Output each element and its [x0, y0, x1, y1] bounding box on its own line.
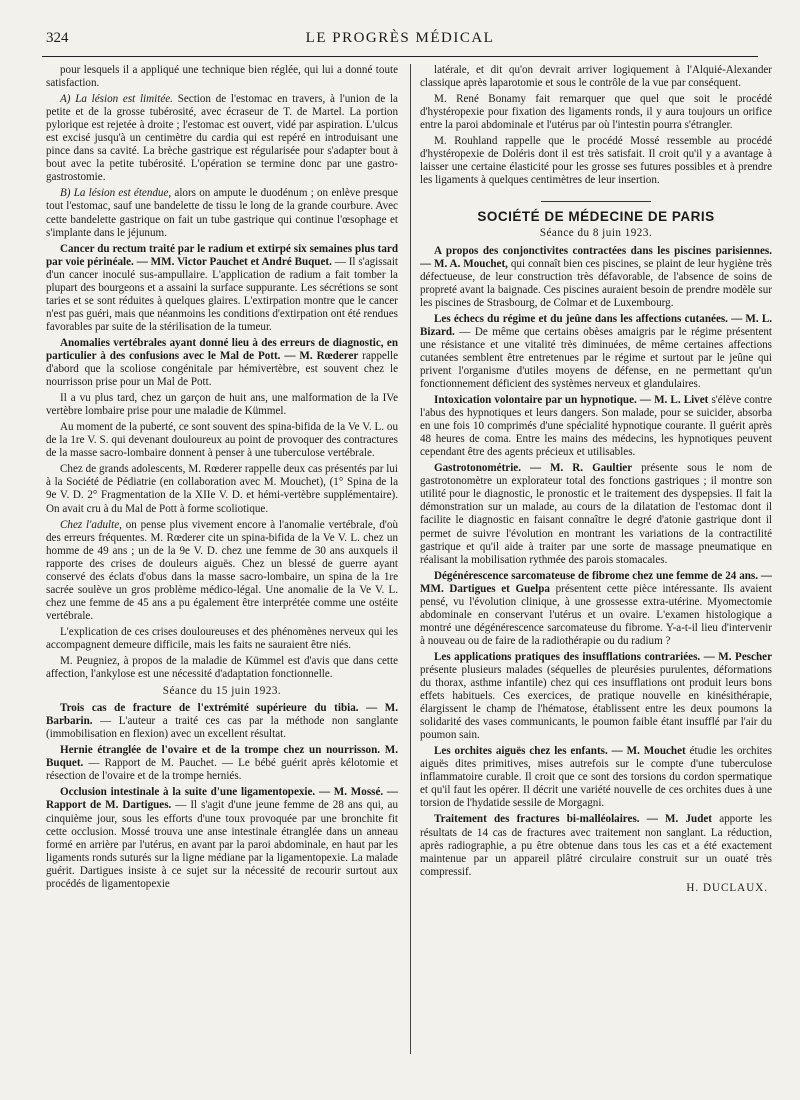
- paragraph-text: qui connaît bien ces piscines, se plaint de leur hygiène très défectueuse, de leur construction très défavorable, de l'absence de soins de propreté avant la baignade. Ces piscines auraient besoin de prendre modèle sur les piscines de Strasbourg, de Colmar et de Luxembourg.: [420, 257, 772, 309]
- paragraph-text: Chez de grands adolescents, M. Rœderer rappelle deux cas présentés par lui à la Société de Pédiatrie (en collaboration avec M. Mouchet), (1° Spina de la 9e V. D. 2° Fragmentation de la XIIe V. D. et hémi-vertèbre supplémentaire). On avait cru à du Mal de Pott à forme scoliotique.: [46, 463, 398, 515]
- society-title: SOCIÉTÉ DE MÉDECINE DE PARIS: [477, 209, 715, 225]
- paragraph-text: — Rapport de M. Pauchet. — Le bébé guérit après kélotomie et résection de l'ovaire et de la trompe herniés.: [46, 757, 398, 783]
- society-paragraph: [420, 745, 772, 810]
- paragraph-heading: Dégénérescence sarcomateuse de fibrome chez une femme de 24 ans. — MM. Dartigues et Guelpa: [420, 569, 772, 595]
- paragraph-text: pour lesquels il a appliqué une technique bien réglée, qui lui a donné toute satisfaction.: [46, 64, 398, 90]
- right-column-paragraph: [420, 93, 772, 132]
- paragraph-text: M. Peugniez, à propos de la maladie de Kümmel est d'avis que dans cette affection, l'ankylose est une nécessité d'adaptation fonctionnelle.: [46, 655, 398, 681]
- paragraph-heading: Les échecs du régime et du jeûne dans les affections cutanées. — M. L. Bizard.: [420, 312, 772, 338]
- paragraph-heading: B) La lésion est étendue,: [60, 187, 172, 200]
- paragraph-heading: Cancer du rectum traité par le radium et extirpé six semaines plus tard par voie périnéale. — MM. Victor Pauchet et André Buquet.: [46, 242, 398, 268]
- paragraph-heading: A) La lésion est limitée.: [60, 93, 173, 106]
- left-column-paragraph: [46, 744, 398, 783]
- paragraph-text: — De même que certains obèses amaigris par le régime présentent une résistance et une vitalité très diminuées, de même certaines affections cutanées semblent être entretenues par le régime et surtout par le jeûne qui privent l'organisme d'utiles moyens de défense, en ne permettant qu'un fonctionnement déficient des systèmes nerveux et glandulaires.: [420, 325, 772, 390]
- paragraph-text: Au moment de la puberté, ce sont souvent des spina-bifida de la Ve V. L. ou de la 1re V. S. qui devenant douloureux au point de provoquer des contractures de la masse sacro-lombaire donnent à penser à une tuberculose vertébrale.: [46, 421, 398, 460]
- paragraph-text: alors on ampute le duodénum ; on enlève presque tout l'estomac, sauf une bandelette de tissu le long de la grande courbure. Avec cette bandelette gastrique on fait un tube gastrique qui continue l'œsophage et s'implante dans le jéjunum.: [46, 187, 398, 239]
- paragraph-heading: A propos des conjonctivites contractées dans les piscines parisiennes. — M. A. Mouchet,: [420, 244, 772, 270]
- society-paragraph: [420, 313, 772, 391]
- paragraph-text: L'explication de ces crises douloureuses et des phénomènes nerveux qui les accompagnent demeure difficile, mais les faits ne sauraient être niés.: [46, 625, 398, 651]
- paragraph-text: rappelle d'abord que la scoliose congénitale par hémivertèbre, est souvent chez le nourrisson prise pour un Mal de Pott.: [46, 349, 399, 389]
- paragraph-text: M. Rouhland rappelle que le procédé Mossé ressemble au procédé d'hystéropexie de Doléris dont il est très satisfait. Il croit qu'il y a avantage à laisser une certaine élasticité pour les grosse ses futures possibles et à prendre les ligaments à quelques centimètres de leur insertion.: [420, 135, 772, 187]
- paragraph-text: apporte les résultats de 14 cas de fractures avec traitement non sanglant. La réduction, après radiographie, a pu être obtenue dans tous les cas et a été exactement maintenue par un appareil plâtré circulaire construit sur un ouaté très compressif.: [420, 813, 772, 878]
- paragraph-text: étudie les orchites aiguës dites primitives, mises autrefois sur le compte d'une tuberculose inflammatoire curable. Il croit que ce sont des torsions du cordon spermatique et qu'il faut les opérer. Il décrit une variété nouvelle de ces orchites dues à une torsion de l'hydatide sessile de Morgagni.: [420, 745, 772, 810]
- paragraph-text: présente plusieurs malades (séquelles de pleurésies purulentes, déformations du thorax, asthme infantile) chez qui ces insufflations ont produit leurs bons effets habituels. Ces exercices, de pratique nouvelle en kinésithérapie, élargissent le champ de l'hématose, établissent entre les deux poumons la solidarité des vases communicants, le poumon faible étant insufflé par l'air du poumon sain.: [420, 663, 772, 742]
- left-column-paragraph: [46, 685, 398, 698]
- paragraph-heading: Gastrotonométrie. — M. R. Gaultier: [434, 462, 633, 475]
- paragraph-heading: Traitement des fractures bi-malléolaires. — M. Judet: [434, 813, 712, 826]
- paragraph-heading: Hernie étranglée de l'ovaire et de la trompe chez un nourrisson. M. Buquet.: [46, 744, 398, 770]
- paragraph-text: s'élève contre l'abus des hypnotiques et leurs dangers. Son malade, pour se suicider, absorba en une fois 10 comprimés d'une spécialité hypnotique courante. Il guérit après 48 heures de coma. Entre les mains des médecins, les hypnotiques peuvent cependant être des agents précieux et utilisables.: [420, 394, 772, 459]
- left-column-paragraph: [46, 421, 398, 460]
- right-column: [420, 64, 772, 895]
- society-paragraph: [420, 813, 772, 878]
- left-column-paragraph: [46, 626, 398, 652]
- header-rule: [42, 56, 758, 57]
- paragraph-text: — Il s'agit d'une jeune femme de 28 ans qui, au cinquième jour, sous les efforts d'une toux provoquée par une bronchite fit cette occlusion. Mossé trouva une anse intestinale étranglée dans un anneau formé en arrière par l'utérus, en avant par la paroi abdominale, en haut par les ligaments ronds suturés sur la ligne médiane par la ligamentopexie. La malade guérit. Dartigues insiste à ce sujet sur la nécessité de recourir surtout aux procédés de ligamentopexie: [46, 799, 398, 890]
- paragraph-heading: Occlusion intestinale à la suite d'une ligamentopexie. — M. Mossé. — Rapport de M. Dartigues.: [46, 786, 398, 812]
- paragraph-heading: Chez l'adulte,: [60, 518, 122, 531]
- paragraph-text: M. René Bonamy fait remarquer que quel que soit le procédé d'hystéropexie pour fixation des ligaments ronds, il y aura toujours un orifice entre la paroi abdominale et l'utérus par où l'intestin pourra s'étrangler.: [420, 93, 772, 132]
- paragraph-heading: Anomalies vertébrales ayant donné lieu à des erreurs de diagnostic, en particulier à des confusions avec le Mal de Pott. — M. Rœderer: [46, 336, 398, 362]
- column-divider: [410, 64, 411, 1054]
- society-paragraph: [420, 570, 772, 648]
- paragraph-text: Il a vu plus tard, chez un garçon de huit ans, une malformation de la IVe vertèbre lombaire prise pour une maladie de Kümmel.: [46, 392, 398, 418]
- left-column-paragraph: [46, 187, 398, 239]
- paragraph-text: Section de l'estomac en travers, à l'union de la petite et de la grosse tubérosité, avec écraseur de T. de Martel. La portion pylorique est rejetée à droite ; l'estomac est ouvert, vidé par aspiration. L'ulcus est excisé jusqu'à un centimètre du cardia qui est repéré en introduisant une pince dans sa cavité. La brèche gastrique est régularisée pour s'adapter bout à bout avec la petite tubérosité. L'opération se termine donc par une gastro-gastrostomie.: [46, 93, 398, 184]
- paragraph-heading: Trois cas de fracture de l'extrémité supérieure du tibia. — M. Barbarin.: [46, 702, 398, 728]
- paragraph-text: présente sous le nom de gastrotonomètre un explorateur total des fonctions gastriques ; il montre son utilité pour le diagnostic, le pronostic et le traitement des dyspepsies. Il fait la démonstration sur un malade, au cours de la dilatation de l'estomac dont il facilite le diagnostic en faisant connaître le degré d'atonie gastrique dont il permet de suivre l'évolution en montrant les variations de la contractilité gastrique et qu'il aide à traiter par une sorte de massage pneumatique en réalisant la mobilisation rythmée des parois stomacales.: [420, 462, 772, 566]
- left-column-paragraph: [46, 64, 398, 90]
- paragraph-heading: Les applications pratiques des insufflations contrariées. — M. Pescher: [434, 650, 772, 663]
- left-column-paragraph: [46, 93, 398, 184]
- society-session: Séance du 8 juin 1923.: [539, 227, 653, 240]
- society-reports: [420, 245, 772, 879]
- paragraph-text: — Il s'agissait d'un cancer inoculé sus-ampullaire. L'application de radium a fait tomber la plupart des bourgeons et a assaini la surface suppurante. Les sécrétions se sont taries et se sont réduites à quelques glaires. L'extirpation montre que le cancer n'est pas guéri, mais que néanmoins les conditions d'extirpation ont été rendues favorables par suite de la stérilisation de la tumeur.: [46, 255, 398, 333]
- left-column-paragraph: [46, 392, 398, 418]
- left-column-paragraph: [46, 702, 398, 741]
- right-column-paragraph: [420, 135, 772, 187]
- paragraph-text: — L'auteur a traité ces cas par la méthode non sanglante (immobilisation en flexion) avec un excellent résultat.: [46, 715, 398, 741]
- paragraph-heading: Intoxication volontaire par un hypnotique. — M. L. Livet: [434, 394, 709, 407]
- society-paragraph: [420, 394, 772, 459]
- left-column-paragraph: [46, 655, 398, 681]
- signature: H. DUCLAUX.: [686, 881, 768, 894]
- society-paragraph: [420, 462, 772, 566]
- left-column-paragraph: [46, 786, 398, 890]
- left-column-paragraph: [46, 519, 398, 623]
- section-rule: [541, 201, 651, 202]
- paragraph-text: Séance du 15 juin 1923.: [162, 685, 282, 698]
- page-number: 324: [46, 30, 69, 46]
- left-column-paragraph: [46, 463, 398, 515]
- running-title: LE PROGRÈS MÉDICAL: [305, 30, 495, 46]
- left-column: [46, 64, 398, 894]
- right-column-continuation: [420, 64, 772, 187]
- paragraph-text: présentent cette pièce intéressante. Ils avaient pensé, vu l'évolution clinique, à une grossesse extra-utérine. Myomectomie abdominale en conservant l'utérus et un ovaire. L'examen histologique a montré une dégénérescence sarcomateuse du fibrome. Y-a-t-il lieu d'intervenir à nouveau ou de faire de la radiothérapie ou du radium ?: [420, 582, 772, 647]
- left-column-paragraph: [46, 243, 398, 334]
- society-paragraph: [420, 245, 772, 310]
- page-header: [42, 30, 758, 52]
- paragraph-heading: Les orchites aiguës chez les enfants. — M. Mouchet: [434, 745, 686, 758]
- paragraph-text: on pense plus vivement encore à l'anomalie vertébrale, d'où des erreurs fréquentes. M. Rœderer cite un spina-bifida de la Ve V. L. chez un homme de 49 ans ; un de la 9e V. D. chez une femme de 30 ans auxquels il rapporte des crises de douleurs aiguës. Chez un blessé de guerre ayant conservé des éclats d'obus dans la masse sacro-lombaire, un spina de la 1re sacrée soulève un gros problème médico-légal. Une anomalie de la Ve V. L. chez une femme de 45 ans a pu également être interprétée comme une ostéite vertébrale.: [46, 518, 398, 622]
- society-paragraph: [420, 651, 772, 742]
- right-column-paragraph: [420, 64, 772, 90]
- paragraph-text: latérale, et dit qu'on devrait arriver logiquement à l'Alquié-Alexander classique après laparotomie et sous le contrôle de la vue par conséquent.: [420, 64, 772, 90]
- left-column-paragraph: [46, 337, 398, 389]
